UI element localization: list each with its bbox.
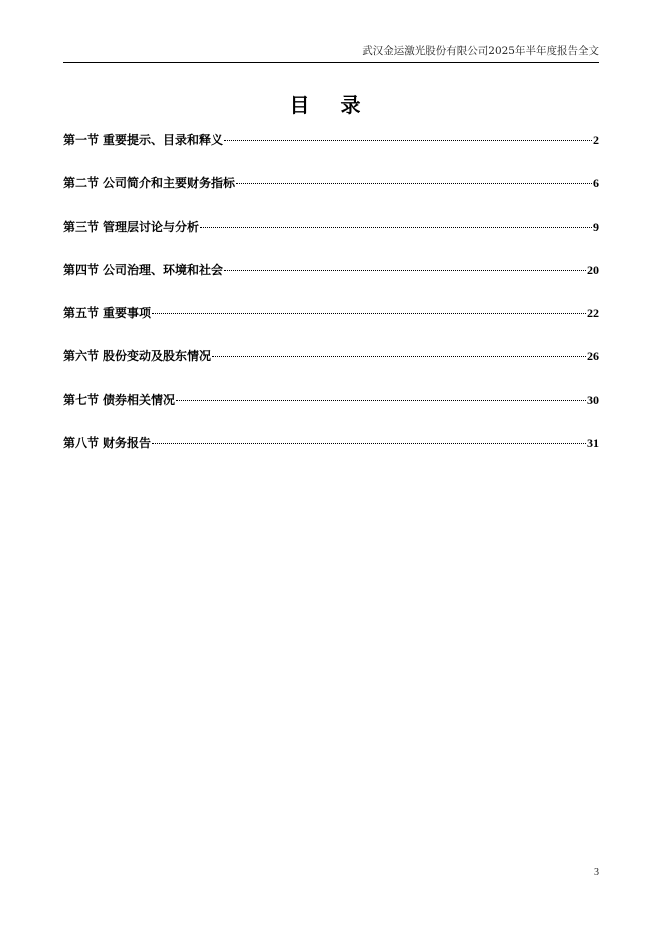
toc-entry-label bbox=[63, 347, 211, 364]
toc-page-number: 30 bbox=[587, 392, 599, 407]
toc-title: 目 录 bbox=[289, 93, 373, 117]
toc-entry-label bbox=[63, 261, 223, 278]
toc-section-title: 债券相关情况 bbox=[103, 392, 176, 407]
toc-leader-dots bbox=[236, 183, 592, 184]
toc-entry-label bbox=[63, 434, 151, 451]
header-text: 武汉金运激光股份有限公司2025年半年度报告全文 bbox=[362, 45, 599, 57]
toc-page-number: 2 bbox=[593, 133, 599, 147]
toc-leader-dots bbox=[200, 227, 592, 228]
toc-entry-5[interactable] bbox=[63, 304, 599, 347]
toc-section-title: 公司治理、环境和社会 bbox=[103, 262, 224, 277]
toc-entry-label bbox=[63, 218, 199, 235]
toc-page-number: 22 bbox=[587, 306, 599, 321]
toc-section-title: 重要提示、目录和释义 bbox=[103, 133, 224, 147]
toc-entry-label bbox=[63, 174, 235, 191]
toc-section-title: 公司简介和主要财务指标 bbox=[103, 176, 236, 191]
toc-page-number: 20 bbox=[587, 262, 599, 277]
page-header bbox=[63, 44, 599, 63]
toc-page-number: 9 bbox=[593, 219, 599, 234]
toc-section-number: 第三节 bbox=[63, 219, 100, 234]
toc-leader-dots bbox=[212, 356, 586, 357]
toc-entry-2[interactable] bbox=[63, 174, 599, 217]
toc-leader-dots bbox=[152, 443, 586, 444]
toc-entry-4[interactable] bbox=[63, 261, 599, 304]
toc-section-number: 第一节 bbox=[63, 133, 100, 147]
toc-entry-label bbox=[63, 304, 151, 321]
toc-page-number: 26 bbox=[587, 349, 599, 364]
page-number: 3 bbox=[594, 867, 599, 878]
toc-section-title: 重要事项 bbox=[103, 306, 152, 321]
toc-entry-label bbox=[63, 131, 223, 148]
toc-section-title: 管理层讨论与分析 bbox=[103, 219, 200, 234]
toc-section-title: 股份变动及股东情况 bbox=[103, 349, 212, 364]
toc-section-number: 第四节 bbox=[63, 262, 100, 277]
toc-section-title: 财务报告 bbox=[103, 436, 152, 451]
table-of-contents bbox=[63, 131, 599, 477]
toc-entry-1[interactable] bbox=[63, 131, 599, 174]
toc-leader-dots bbox=[224, 140, 592, 141]
toc-entry-8[interactable] bbox=[63, 434, 599, 477]
toc-section-number: 第八节 bbox=[63, 436, 100, 451]
toc-entry-7[interactable] bbox=[63, 391, 599, 434]
toc-entry-3[interactable] bbox=[63, 218, 599, 261]
toc-section-number: 第五节 bbox=[63, 306, 100, 321]
toc-section-number: 第六节 bbox=[63, 349, 100, 364]
toc-leader-dots bbox=[152, 313, 586, 314]
toc-entry-6[interactable] bbox=[63, 347, 599, 390]
toc-entry-label bbox=[63, 391, 175, 408]
toc-page-number: 31 bbox=[587, 436, 599, 451]
toc-page-number: 6 bbox=[593, 176, 599, 191]
toc-section-number: 第七节 bbox=[63, 392, 100, 407]
toc-leader-dots bbox=[224, 270, 586, 271]
toc-section-number: 第二节 bbox=[63, 176, 100, 191]
toc-leader-dots bbox=[176, 400, 586, 401]
